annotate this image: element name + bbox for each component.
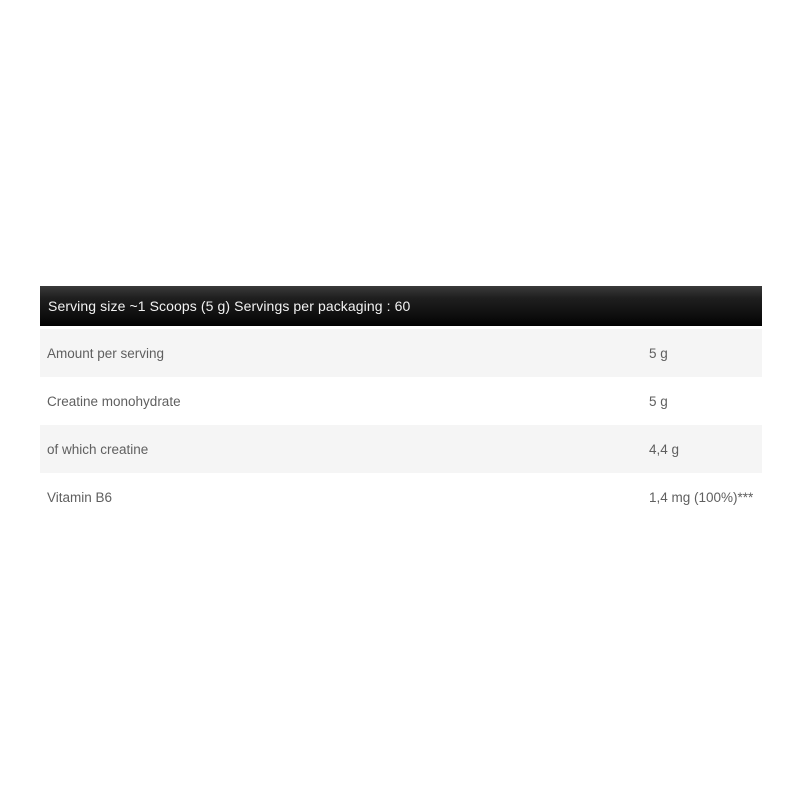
nutrition-facts-table xyxy=(40,286,762,521)
nutrient-value: 5 g xyxy=(649,345,668,361)
nutrient-value: 1,4 mg (100%)*** xyxy=(649,489,754,505)
serving-info-header xyxy=(40,286,762,326)
nutrient-value: 4,4 g xyxy=(649,441,680,457)
table-row xyxy=(40,473,762,521)
serving-info-text: Serving size ~1 Scoops (5 g) Servings per packaging : 60 xyxy=(48,298,411,314)
table-row xyxy=(40,425,762,473)
nutrient-label: Amount per serving xyxy=(47,345,165,361)
nutrient-label: of which creatine xyxy=(47,441,149,457)
nutrient-label: Creatine monohydrate xyxy=(47,393,181,409)
nutrient-label: Vitamin B6 xyxy=(47,489,113,505)
nutrition-rows xyxy=(40,329,762,521)
table-row xyxy=(40,329,762,377)
table-row xyxy=(40,377,762,425)
nutrient-value: 5 g xyxy=(649,393,668,409)
